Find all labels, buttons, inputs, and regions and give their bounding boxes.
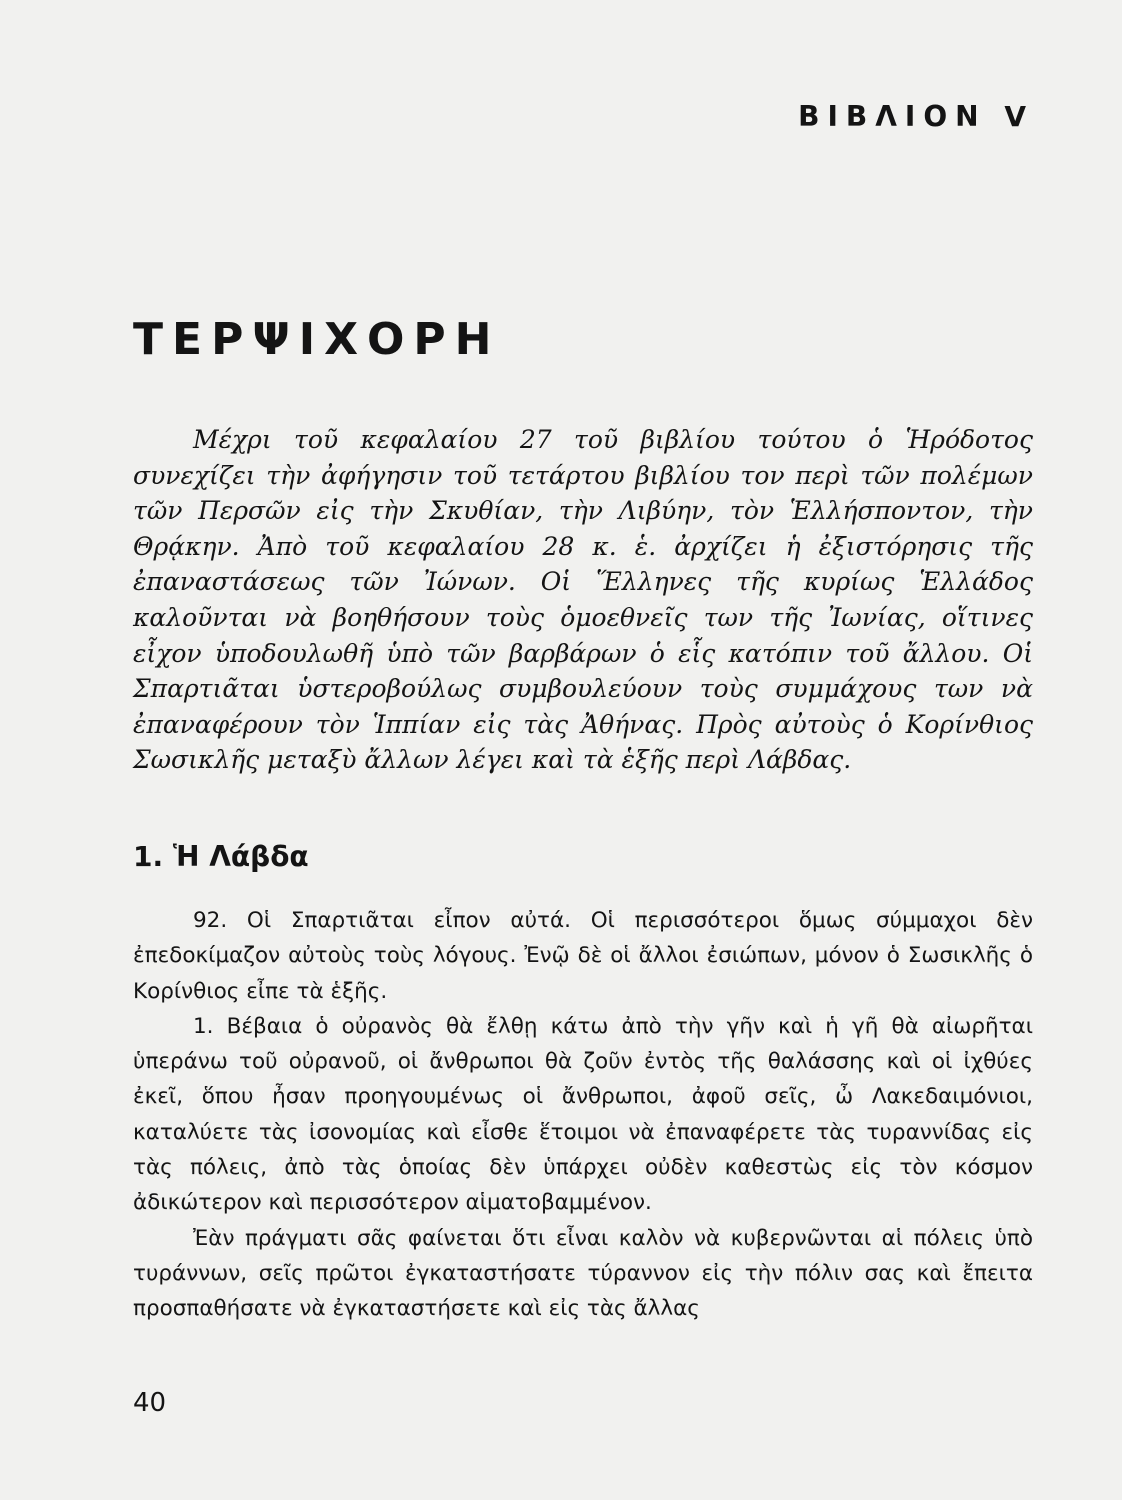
- section-heading: 1. Ἡ Λάβδα: [133, 840, 309, 873]
- body-paragraph: 92. Οἱ Σπαρτιᾶται εἶπον αὐτά. Οἱ περισσότεροι ὅμως σύμμαχοι δὲν ἐπεδοκίμαζον αὐτοὺς τοὺς λόγους. Ἐνῷ δὲ οἱ ἄλλοι ἐσιώπων, μόνον ὁ Σωσικλῆς ὁ Κορίνθιος εἶπε τὰ ἑξῆς.: [133, 908, 1033, 1004]
- intro-paragraph: Μέχρι τοῦ κεφαλαίου 27 τοῦ βιβλίου τούτου ὁ Ἡρόδοτος συνεχίζει τὴν ἀφήγησιν τοῦ τετάρτου βιβλίου τον περὶ τῶν πολέμων τῶν Περσῶν εἰς τὴν Σκυθίαν, τὴν Λιβύην, τὸν Ἑλλήσποντον, τὴν Θρᾴκην. Ἀπὸ τοῦ κεφαλαίου 28 κ. ἑ. ἀρχίζει ἡ ἐξιστόρησις τῆς ἐπαναστάσεως τῶν Ἰώνων. Οἱ Ἕλληνες τῆς κυρίως Ἑλλάδος καλοῦνται νὰ βοηθήσουν τοὺς ὁμοεθνεῖς των τῆς Ἰωνίας, οἵτινες εἶχον ὑποδουλωθῆ ὑπὸ τῶν βαρβάρων ὁ εἷς κατόπιν τοῦ ἄλλου. Οἱ Σπαρτιᾶται ὑστεροβούλως συμβουλεύουν τοὺς συμμάχους των νὰ ἐπαναφέρουν τὸν Ἱππίαν εἰς τὰς Ἀθήνας. Πρὸς αὐτοὺς ὁ Κορίνθιος Σωσικλῆς μεταξὺ ἄλλων λέγει καὶ τὰ ἑξῆς περὶ Λάβδας.: [133, 425, 1033, 775]
- book-label: ΒΙΒΛΙΟΝ V: [798, 100, 1034, 133]
- body-text: [133, 903, 1033, 1327]
- page-number: 40: [133, 1388, 167, 1418]
- chapter-title: ΤΕΡΨΙΧΟΡΗ: [133, 314, 501, 365]
- body-paragraph: Ἐὰν πράγματι σᾶς φαίνεται ὅτι εἶναι καλὸν νὰ κυβερνῶνται αἱ πόλεις ὑπὸ τυράννων, σεῖς πρῶτοι ἐγκαταστήσατε τύραννον εἰς τὴν πόλιν σας καὶ ἔπειτα προσπαθήσατε νὰ ἐγκαταστήσετε καὶ εἰς τὰς ἄλλας: [133, 1225, 1033, 1322]
- body-paragraph: 1. Βέβαια ὁ οὐρανὸς θὰ ἔλθῃ κάτω ἀπὸ τὴν γῆν καὶ ἡ γῆ θὰ αἰωρῆται ὑπεράνω τοῦ οὐρανοῦ, οἱ ἄνθρωποι θὰ ζοῦν ἐντὸς τῆς θαλάσσης καὶ οἱ ἰχθύες ἐκεῖ, ὅπου ἦσαν προηγουμένως οἱ ἄνθρωποι, ἀφοῦ σεῖς, ὦ Λακεδαιμόνιοι, καταλύετε τὰς ἰσονομίας καὶ εἶσθε ἕτοιμοι νὰ ἐπαναφέρετε τὰς τυραννίδας εἰς τὰς πόλεις, ἀπὸ τὰς ὁποίας δὲν ὑπάρχει οὐδὲν καθεστὼς εἰς τὸν κόσμον ἀδικώτερον καὶ περισσότερον αἱματοβαμμένον.: [133, 1013, 1033, 1216]
